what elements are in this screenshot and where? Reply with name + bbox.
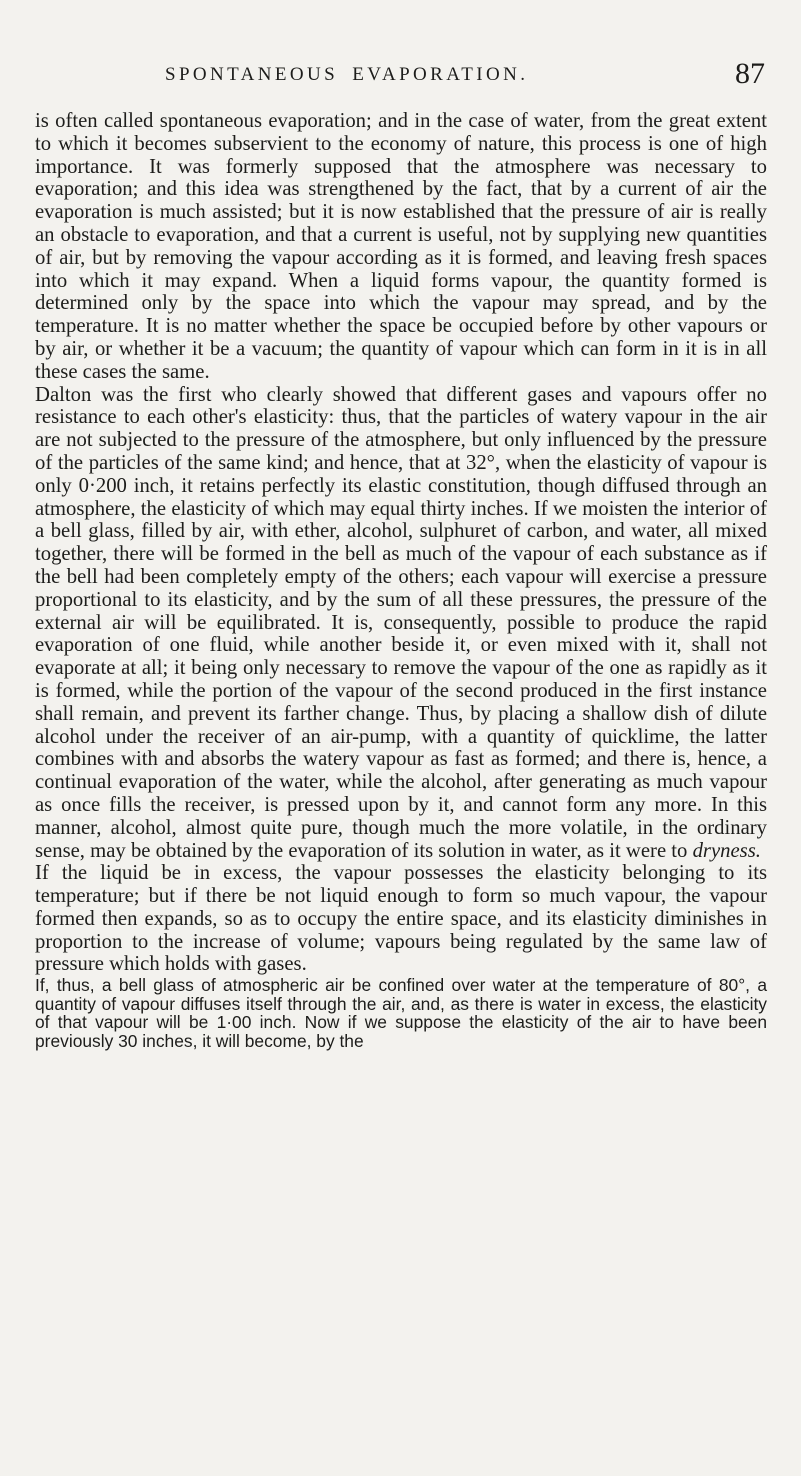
small-print-text: If, thus, a bell glass of atmospheric air be confined over water at the temperature of 80°, a quantity of vapour diffuses itself through the air, and, as there is water in excess, the elasticity of that vapour will be 1·00 inch. Now if we suppose the elasticity of the air to have been previously 30 inches, it will become, by the	[35, 975, 767, 1052]
small-print-paragraph	[35, 976, 767, 1050]
paragraph-1: is often called spontaneous evaporation; and in the case of water, from the great extent to which it becomes subservient to the economy of nature, this process is one of high importance. It was formerly supposed that the atmosphere was necessary to evaporation; and this idea was strengthened by the fact, that by a current of air the evaporation is much assisted; but it is now established that the pressure of air is really an obstacle to evaporation, and that a current is useful, not by supplying new quantities of air, but by removing the vapour according as it is formed, and leaving fresh spaces into which it may expand. When a liquid forms vapour, the quantity formed is determined only by the space into which the vapour may spread, and by the temperature. It is no matter whether the space be occupied before by other vapours or by air, or whether it be a vacuum; the quantity of vapour which can form in it is in all these cases the same.	[35, 110, 767, 383]
paragraph-2	[35, 384, 767, 863]
body-text	[35, 110, 767, 1051]
paragraph-3: If the liquid be in excess, the vapour possesses the elasticity belonging to its temperature; but if there be not liquid enough to form so much vapour, the vapour formed then expands, so as to occupy the entire space, and its elasticity diminishes in proportion to the increase of volume; vapours being regulated by the same law of pressure which holds with gases.	[35, 862, 767, 976]
paragraph-2-italic: dryness.	[692, 839, 761, 862]
running-title: SPONTANEOUS EVAPORATION.	[165, 64, 529, 85]
running-head	[35, 58, 767, 88]
paragraph-2-text: Dalton was the first who clearly showed that different gases and vapours offer no resistance to each other's elasticity: thus, that the particles of watery vapour in the air are not subjected to the pressure of the atmosphere, but only influenced by the pressure of the particles of the same kind; and hence, that at 32°, when the elasticity of vapour is only 0·200 inch, it retains perfectly its elastic constitution, though diffused through an atmosphere, the elasticity of which may equal thirty inches. If we moisten the interior of a bell glass, filled by air, with ether, alcohol, sulphuret of carbon, and water, all mixed together, there will be formed in the bell as much of the vapour of each substance as if the bell had been completely empty of the others; each vapour will exercise a pressure proportional to its elasticity, and by the sum of all these pressures, the pressure of the external air will be equilibrated. It is, consequently, possible to produce the rapid evaporation of one fluid, while another beside it, or even mixed with it, shall not evaporate at all; it being only necessary to remove the vapour of the one as rapidly as it is formed, while the portion of the vapour of the second produced in the first instance shall remain, and prevent its farther change. Thus, by placing a shallow dish of dilute alcohol under the receiver of an air-pump, with a quantity of quicklime, the latter combines with and absorbs the watery vapour as fast as formed; and there is, hence, a continual evaporation of the water, while the alcohol, after generating as much vapour as once fills the receiver, is pressed upon by it, and cannot form any more. In this manner, alcohol, almost quite pure, though much the more volatile, in the ordinary sense, may be obtained by the evaporation of its solution in water, as it were to	[35, 383, 767, 862]
page-number: 87	[735, 57, 765, 90]
